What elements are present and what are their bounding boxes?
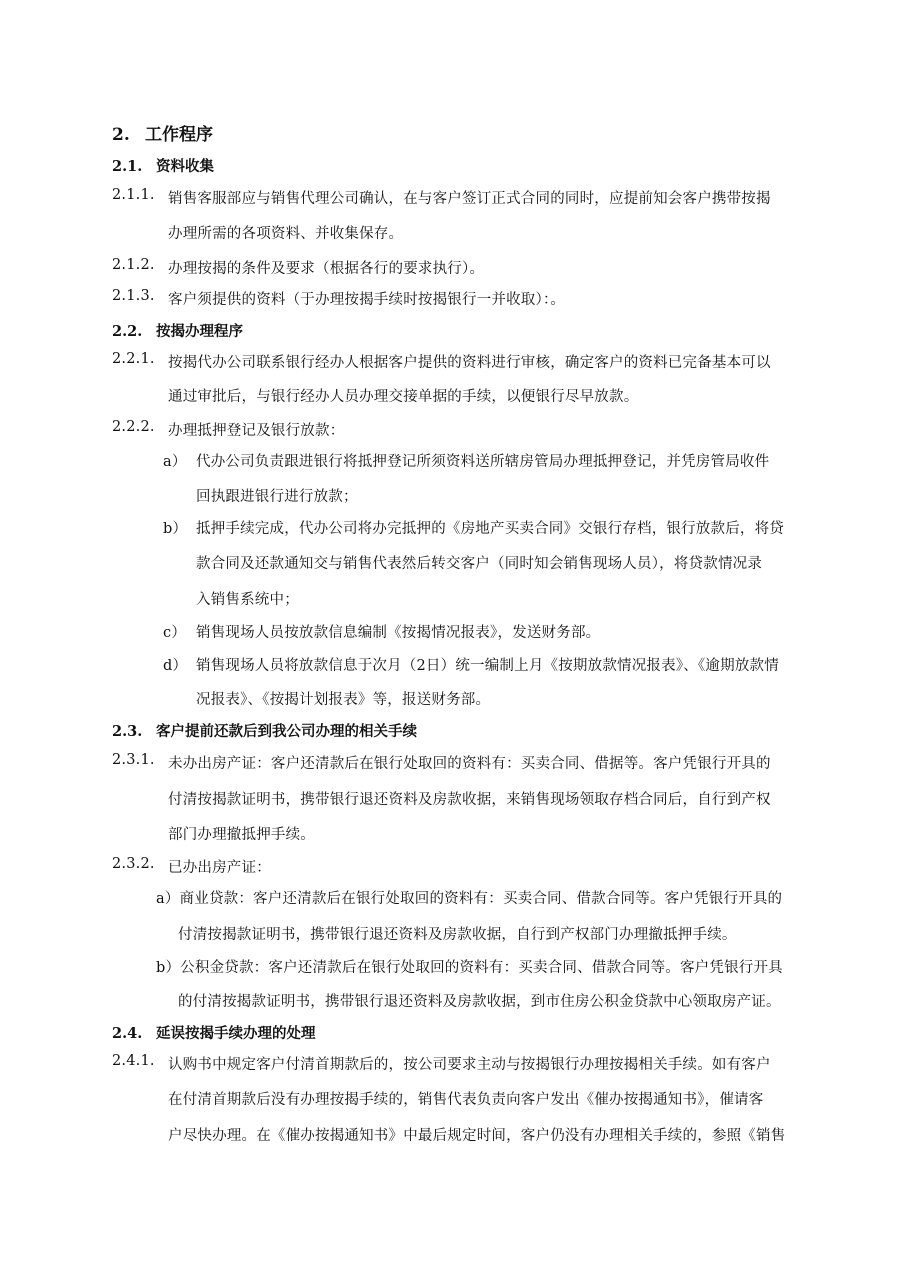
para-2-1-2-line-1: 办理按揭的条件及要求（根据各行的要求执行）。: [168, 261, 485, 277]
para-2-2-2-num: 2.2.2.: [112, 419, 155, 435]
para-2-1-1-line-2: 办理所需的各项资料、并收集保存。: [168, 226, 404, 242]
list-d-line-2: 况报表》、《按揭计划报表》等，报送财务部。: [196, 692, 491, 708]
heading-title: 资料收集: [156, 158, 214, 175]
para-2-2-1-line-1: 按揭代办公司联系银行经办人根据客户提供的资料进行审核，确定客户的资料已完备基本可以: [168, 355, 771, 371]
para-2-3-1-line-2: 付清按揭款证明书，携带银行退还资料及房款收据，来销售现场领取存档合同后，自行到产权: [168, 792, 771, 808]
para-2-1-3-line-1: 客户须提供的资料（于办理按揭手续时按揭银行一并收取）：。: [168, 292, 566, 308]
para-2-3-1-line-3: 部门办理撤抵押手续。: [168, 827, 315, 843]
heading-2-1: [112, 155, 214, 176]
list-b-line-1: 抵押手续完成，代办公司将办完抵押的《房地产买卖合同》交银行存档，银行放款后，将贷: [196, 521, 784, 537]
para-2-1-3-num: 2.1.3.: [112, 288, 155, 304]
list-c-marker: c）: [163, 625, 187, 641]
para-2-1-1-num: 2.1.1.: [112, 187, 155, 203]
list-a-marker: a）: [163, 454, 187, 470]
heading-2-3: [112, 720, 417, 741]
list-d-marker: d）: [163, 658, 188, 674]
heading-section-2: [112, 120, 213, 145]
para-2-1-1-line-1: 销售客服部应与销售代理公司确认，在与客户签订正式合同的同时，应提前知会客户携带按揭: [168, 191, 771, 207]
heading-title: 工作程序: [145, 125, 213, 145]
heading-2-4: [112, 1022, 316, 1043]
list-a-line-2: 回执跟进银行进行放款；: [196, 489, 358, 505]
para-2-2-2-line-1: 办理抵押登记及银行放款：: [168, 423, 345, 439]
heading-title: 按揭办理程序: [156, 323, 243, 340]
para-2-1-2-num: 2.1.2.: [112, 257, 155, 273]
list-2-3-2-b-line-1: b）公积金贷款：客户还清款后在银行处取回的资料有：买卖合同、借款合同等。客户凭银行开具: [156, 960, 783, 976]
list-b-line-2: 款合同及还款通知交与销售代表然后转交客户（同时知会销售现场人员），将贷款情况录: [196, 556, 763, 572]
para-2-3-2-num: 2.3.2.: [112, 856, 155, 872]
para-2-3-1-num: 2.3.1.: [112, 752, 155, 768]
heading-number: 2.: [112, 125, 130, 145]
heading-number: 2.4.: [112, 1025, 143, 1042]
para-2-2-1-line-2: 通过审批后，与银行经办人员办理交接单据的手续，以便银行尽早放款。: [168, 389, 639, 405]
heading-2-2: [112, 320, 243, 341]
list-b-marker: b）: [163, 521, 188, 537]
list-c-line-1: 销售现场人员按放款信息编制《按揭情况报表》，发送财务部。: [196, 625, 601, 641]
list-2-3-2-a-line-2: 付清按揭款证明书，携带银行退还资料及房款收据，自行到产权部门办理撤抵押手续。: [178, 927, 737, 943]
list-2-3-2-a-line-1: a）商业贷款：客户还清款后在银行处取回的资料有：买卖合同、借款合同等。客户凭银行开具的: [156, 891, 783, 907]
list-2-3-2-b-line-2: 的付清按揭款证明书，携带银行退还资料及房款收据，到市住房公积金贷款中心领取房产证。: [178, 994, 781, 1010]
heading-number: 2.3.: [112, 723, 143, 740]
para-2-3-1-line-1: 未办出房产证：客户还清款后在银行处取回的资料有：买卖合同、借据等。客户凭银行开具的: [168, 756, 771, 772]
para-2-4-1-line-1: 认购书中规定客户付清首期款后的，按公司要求主动与按揭银行办理按揭相关手续。如有客户: [168, 1057, 771, 1073]
para-2-4-1-line-3: 户尽快办理。在《催办按揭通知书》中最后规定时间，客户仍没有办理相关手续的，参照《销售: [168, 1128, 786, 1144]
heading-number: 2.2.: [112, 323, 143, 340]
list-d-line-1: 销售现场人员将放款信息于次月（2日）统一编制上月《按期放款情况报表》、《逾期放款情: [196, 658, 779, 674]
para-2-3-2-line-1: 已办出房产证：: [168, 860, 271, 876]
heading-number: 2.1.: [112, 158, 143, 175]
list-b-line-3: 入销售系统中；: [196, 592, 299, 608]
para-2-4-1-line-2: 在付清首期款后没有办理按揭手续的，销售代表负责向客户发出《催办按揭通知书》，催请客: [168, 1092, 764, 1108]
para-2-2-1-num: 2.2.1.: [112, 351, 155, 367]
para-2-4-1-num: 2.4.1.: [112, 1053, 155, 1069]
heading-title: 延误按揭手续办理的处理: [156, 1025, 316, 1042]
list-a-line-1: 代办公司负责跟进银行将抵押登记所须资料送所辖房管局办理抵押登记，并凭房管局收件: [196, 454, 770, 470]
heading-title: 客户提前还款后到我公司办理的相关手续: [156, 723, 417, 740]
